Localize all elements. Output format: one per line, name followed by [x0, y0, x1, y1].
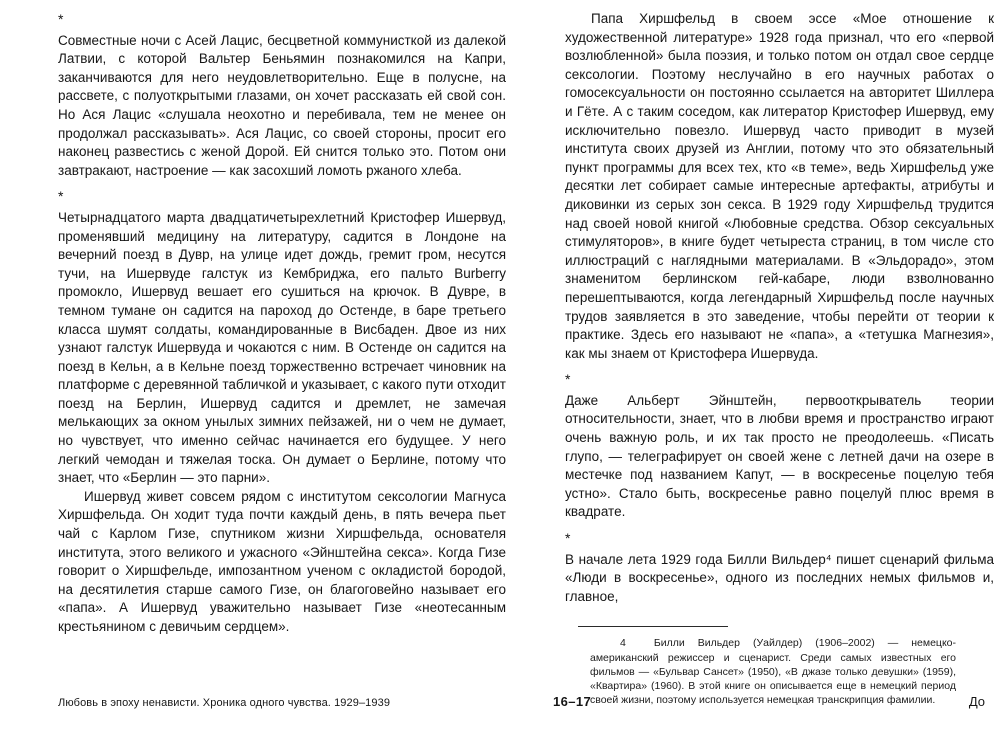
para-einstein-telegram: Даже Альберт Эйнштейн, первооткрыватель теории относительности, знает, что в любви время и пространство играют очень важную роль, и их так просто не преодолеешь. «Писать глупо, — телеграфирует он своей жене с летней дачи на озере в местечке под названием Капут, — в воскресенье поцелую тебя устно». Стало быть, воскресенье равно поцелуй плюс время в квадрате. — [565, 392, 994, 520]
footnote-number: 4 — [620, 637, 626, 650]
para-hirschfeld-institute: Папа Хиршфельд в своем эссе «Мое отношение к художественной литературе» 1928 года признал, что его «первой возлюбленной» была поэзия, и только потом он отдал свое сердце сексологии. Поэтому неслучайно в его научных работах о гомосексуальности он постоянно ссылается на авторитет Шиллера и Гёте. А с таким соседом, как литератор Кристофер Ишервуд, ему исключительно повезло. Ишервуд часто приводит в музей института своих друзей из Англии, потому что это обязательный пункт программы для всех тех, кто «в теме», ведь Хиршфельд уже десятки лет собирает самые интересные артефакты, атрибуты и диковинки из серых зон секса. В 1929 году Хиршфельд трудится над своей новой книгой «Любовные средства. Обзор сексуальных стимуляторов», в книге будет четыреста страниц, в том числе сто иллюстраций с наглядными материалами. В «Эльдорадо», этом знаменитом берлинском гей-кабаре, люди взволнованно перешептываются, когда легендарный Хиршфельд после научных трудов заявляется в это заведение, чтобы перейти от теории к практике. Здесь его называют не «папа», а «тетушка Магнезия», как мы знаем от Кристофера Ишервуда. — [565, 11, 994, 361]
footnote-text: Билли Вильдер (Уайлдер) (1906–2002) — немецко-американский режиссер и сценарист. Среди самых известных его фильмов — «Бульвар Сансет» (1950), «В джазе только девушки» (1959), «Квартира» (1960). В этой книге он описывается еще в немецкий период своей жизни, поэтому используется немецкая транскрипция фамилии. — [590, 637, 956, 707]
page-numbers: 16–17 — [553, 694, 592, 709]
section-separator: * — [565, 371, 571, 388]
para-isherwood-journey: Четырнадцатого марта двадцатичетырехлетний Кристофер Ишервуд, променявший медицину на литературу, садится в Лондоне на вечерний поезд в Дувр, на улице идет дождь, гремит гром, несутся тучи, на Ишервуде галстук из Кембриджа, его пальто Burberry промокло, Ишервуд вешает его сушиться на крючок. В Дувре, в темном тумане он садится на пароход до Остенде, в баре третьего класса шумят солдаты, командированные в Висбаден. Двое из них узнают галстук Ишервуда и чокаются с ним. В Остенде он садится на поезд в Кельн, а в Кельне поезд торжественно встречает чиновник на платформе с деревянной табличкой и указывает, с какого пути отходит поезд на Берлин, Ишервуд садится и дремлет, не замечая мелькающих за окном унылых зимних пейзажей, ни о чем не думает, но чувствует, что именно сейчас начинается его будущее. У него легкий чемодан и тяжелая тоска. Он думает о Берлине, потому что знает, что «Берлин — это парни». — [58, 209, 506, 486]
section-separator: * — [565, 530, 571, 547]
section-separator: * — [58, 188, 64, 205]
para-lacis-nights: Совместные ночи с Асей Лацис, бесцветной коммунисткой из далекой Латвии, с которой Вальтер Беньямин познакомился на Капри, заканчиваются для него неудовлетворительно. Еще в полусне, на рассвете, с полуоткрытыми глазами, он хочет рассказать ей свой сон. Но Ася Лацис «слушала неохотно и перебивала, тем не менее он продолжал рассказывать». Ася Лацис, со своей стороны, просит его наконец развестись с женой Дорой. Ей снится только это. Потом они завтракают, настроение — как засохший ломоть ржаного хлеба. — [58, 32, 506, 178]
section-separator: * — [58, 11, 64, 27]
left-page — [58, 10, 506, 637]
running-footer-title: Любовь в эпоху ненависти. Хроника одного чувства. 1929–1939 — [58, 697, 391, 709]
para-wilder-scenario: В начале лета 1929 года Билли Вильдер⁴ пишет сценарий фильма «Люди в воскресенье», одного из последних немых фильмов и, главное, — [565, 551, 994, 604]
right-page — [565, 10, 994, 707]
para-isherwood-hirschfeld: Ишервуд живет совсем рядом с институтом сексологии Магнуса Хиршфельда. Он ходит туда почти каждый день, в пять вечера пьет чай с Карлом Гизе, спутником жизни Хиршфельда, основателя института, этого великого и ужасного «Эйнштейна секса». Когда Гизе говорит о Хиршфельде, импозантном ученом с окладистой бородой, на десятилетия старше самого Гизе, он благоговейно называет его «папа». А Ишервуд уважительно называет Гизе «неотесанным крестьянином с девичьим сердцем». — [58, 488, 506, 634]
footer-right-fragment: До — [968, 694, 985, 709]
footnote-separator-rule — [578, 626, 728, 627]
running-footer — [0, 693, 1000, 719]
